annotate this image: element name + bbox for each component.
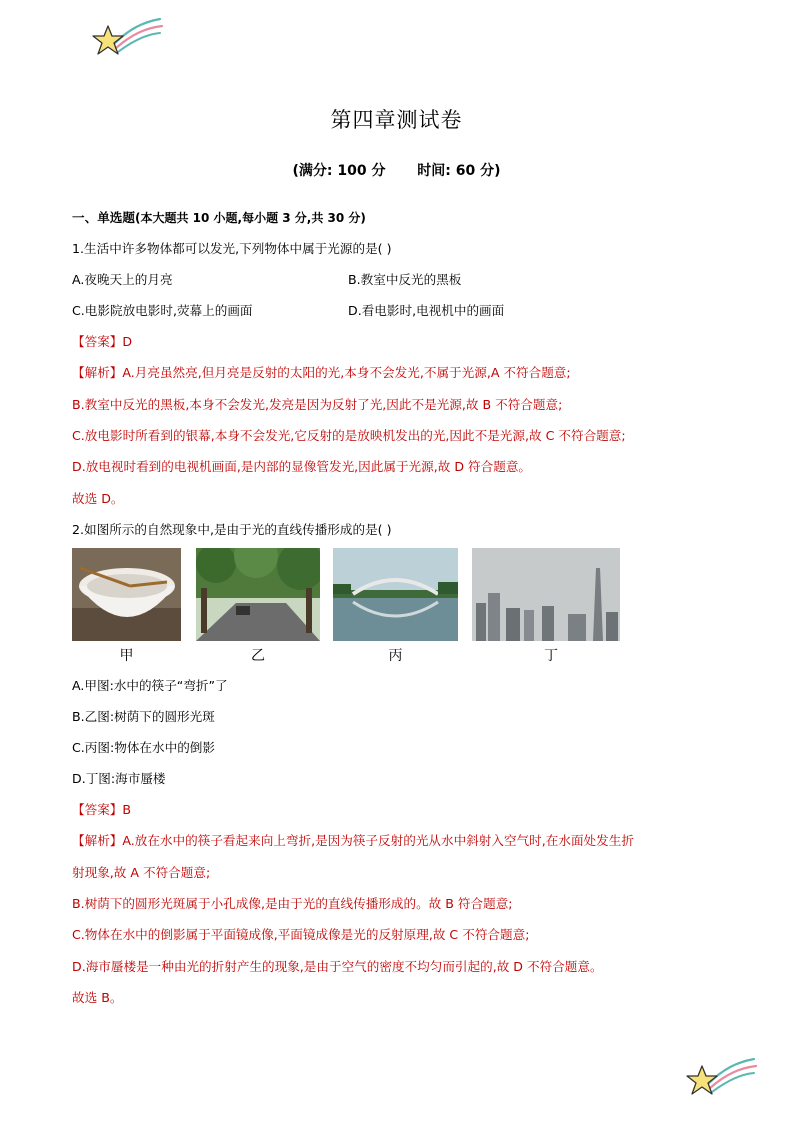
caption-bing: 丙 xyxy=(388,648,403,664)
q2-conclusion: 故选 B。 xyxy=(72,990,123,1005)
photo-bridge-reflection xyxy=(333,548,458,641)
full-score-label: (满分: xyxy=(292,163,333,179)
photo-bowl-chopsticks xyxy=(72,548,181,641)
answer-value: B xyxy=(122,802,132,817)
q2-analysis-line xyxy=(72,830,634,849)
caption-jia: 甲 xyxy=(119,648,134,664)
time-value: 60 xyxy=(455,163,476,179)
answer-tag: 【答案】 xyxy=(72,802,123,817)
q2-analysis-line: D.海市蜃楼是一种由光的折射产生的现象,是由于空气的密度不均匀而引起的,故 D 不符合题意。 xyxy=(72,959,603,974)
full-score-unit: 分 xyxy=(371,163,386,179)
q1-analysis-line: B.教室中反光的黑板,本身不会发光,发亮是因为反射了光,因此不是光源,故 B 不符合题意; xyxy=(72,397,563,412)
q1-analysis-line: D.放电视时看到的电视机画面,是内部的显像管发光,因此属于光源,故 D 符合题意。 xyxy=(72,459,532,474)
analysis-text: A.月亮虽然亮,但月亮是反射的太阳的光,本身不会发光,不属于光源,A 不符合题意; xyxy=(122,365,571,380)
q2-analysis-line: C.物体在水中的倒影属于平面镜成像,平面镜成像是光的反射原理,故 C 不符合题意; xyxy=(72,927,530,942)
section-note: (本大题共 10 小题,每小题 3 分,共 30 分) xyxy=(134,211,366,225)
q1-analysis-line xyxy=(72,362,571,381)
answer-tag: 【答案】 xyxy=(72,334,123,349)
q1-option-a: A.夜晚天上的月亮 xyxy=(72,272,173,287)
q1-answer xyxy=(72,331,132,350)
shooting-star-icon xyxy=(686,1054,758,1100)
section-heading xyxy=(72,207,366,226)
exam-info xyxy=(0,160,793,180)
q2-analysis-line: 射现象,故 A 不符合题意; xyxy=(72,865,211,880)
q2-option-b: B.乙图:树荫下的圆形光斑 xyxy=(72,709,215,724)
q1-analysis-line: C.放电影时所看到的银幕,本身不会发光,它反射的是放映机发出的光,因此不是光源,故 C 不符合题意; xyxy=(72,428,626,443)
photo-tree-road xyxy=(196,548,320,641)
q1-option-c: C.电影院放电影时,荧幕上的画面 xyxy=(72,303,253,318)
shooting-star-icon xyxy=(92,14,164,60)
caption-yi: 乙 xyxy=(251,648,265,664)
q2-analysis-line: B.树荫下的圆形光斑属于小孔成像,是由于光的直线传播形成的。故 B 符合题意; xyxy=(72,896,513,911)
analysis-tag: 【解析】 xyxy=(72,833,123,848)
q1-conclusion: 故选 D。 xyxy=(72,491,124,506)
analysis-tag: 【解析】 xyxy=(72,365,123,380)
q2-answer xyxy=(72,799,131,818)
time-unit: 分) xyxy=(480,163,501,179)
q2-option-a: A.甲图:水中的筷子“弯折”了 xyxy=(72,678,228,693)
time-label: 时间: xyxy=(417,163,451,179)
page-title: 第四章测试卷 xyxy=(330,108,463,132)
analysis-text: A.放在水中的筷子看起来向上弯折,是因为筷子反射的光从水中斜射入空气时,在水面处发生折 xyxy=(122,833,634,848)
q2-option-c: C.丙图:物体在水中的倒影 xyxy=(72,740,215,755)
full-score-value: 100 xyxy=(337,163,367,179)
photo-city-mirage xyxy=(472,548,620,641)
answer-value: D xyxy=(122,334,133,349)
q2-option-d: D.丁图:海市蜃楼 xyxy=(72,771,166,786)
q1-option-b: B.教室中反光的黑板 xyxy=(348,272,462,287)
q2-stem: 2.如图所示的自然现象中,是由于光的直线传播形成的是( ) xyxy=(72,522,392,537)
caption-ding: 丁 xyxy=(544,648,558,664)
q1-stem: 1.生活中许多物体都可以发光,下列物体中属于光源的是( ) xyxy=(72,241,392,256)
section-title: 一、单选题 xyxy=(72,210,135,225)
q1-option-d: D.看电影时,电视机中的画面 xyxy=(348,303,505,318)
